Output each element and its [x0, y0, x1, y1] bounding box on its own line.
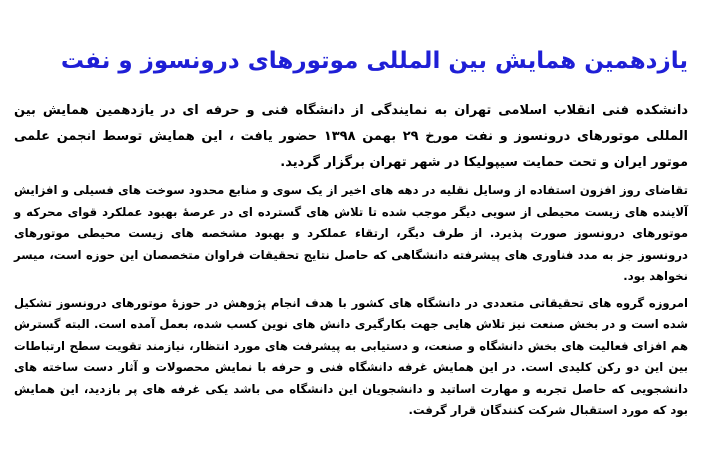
paragraph-intro: دانشکده فنی انقلاب اسلامی تهران به نمایندگی از دانشگاه فنی و حرفه ای در یازدهمین همایش بین المللی موتورهای درونسوز و نفت مورخ ۲۹ بهمن ۱۳۹۸ حضور یافت ، این همایش توسط انجمن علمی موتور ایران و تحت حمایت سیپولیکا در شهر تهران برگزار گردید.	[14, 103, 688, 170]
paragraph-background: تقاضای روز افزون استفاده از وسایل نقلیه در دهه های اخیر از یک سوی و منابع محدود سوخت های فسیلی و افزایش آلاینده های زیست محیطی از سویی دیگر موجب شده تا تلاش های گسترده ای در عرصهٔ بهبود عملکرد قوای محرکه و موتورهای درونسوز صورت پذیرد. از طرف دیگر، ارتقاء عملکرد و بهبود مشخصه های زیست محیطی موتورهای درونسوز جز به مدد فناوری های پیشرفته دانشگاهی که حاصل نتایج تحقیقات فراوان متخصصان این حوزه است، میسر نخواهد بود.	[14, 183, 688, 283]
document-title: یازدهمین همایش بین المللی موتورهای درونسوز و نفت	[60, 48, 688, 74]
paragraph-research-groups: امروزه گروه های تحقیقاتی متعددی در دانشگاه های کشور با هدف انجام پژوهش در حوزهٔ موتورهای درونسوز تشکیل شده است و در بخش صنعت نیز تلاش هایی جهت بکارگیری دانش های نوین کسب شده، بعمل آمده است. البته گسترش هم افزای فعالیت های بخش دانشگاه و صنعت، و دستیابی به پیشرفت های مورد انتظار، نیازمند تقویت سطح ارتباطات بین این دو رکن کلیدی است. در این همایش غرفه دانشگاه فنی و حرفه با نمایش محصولات و آثار دست ساخته های دانشجویی که حاصل تجربه و مهارت اساتید و دانشجویان این دانشگاه می باشد یکی غرفه های پر بازدید، این همایش بود که مورد استقبال شرکت کنندگان قرار گرفت.	[14, 295, 688, 417]
